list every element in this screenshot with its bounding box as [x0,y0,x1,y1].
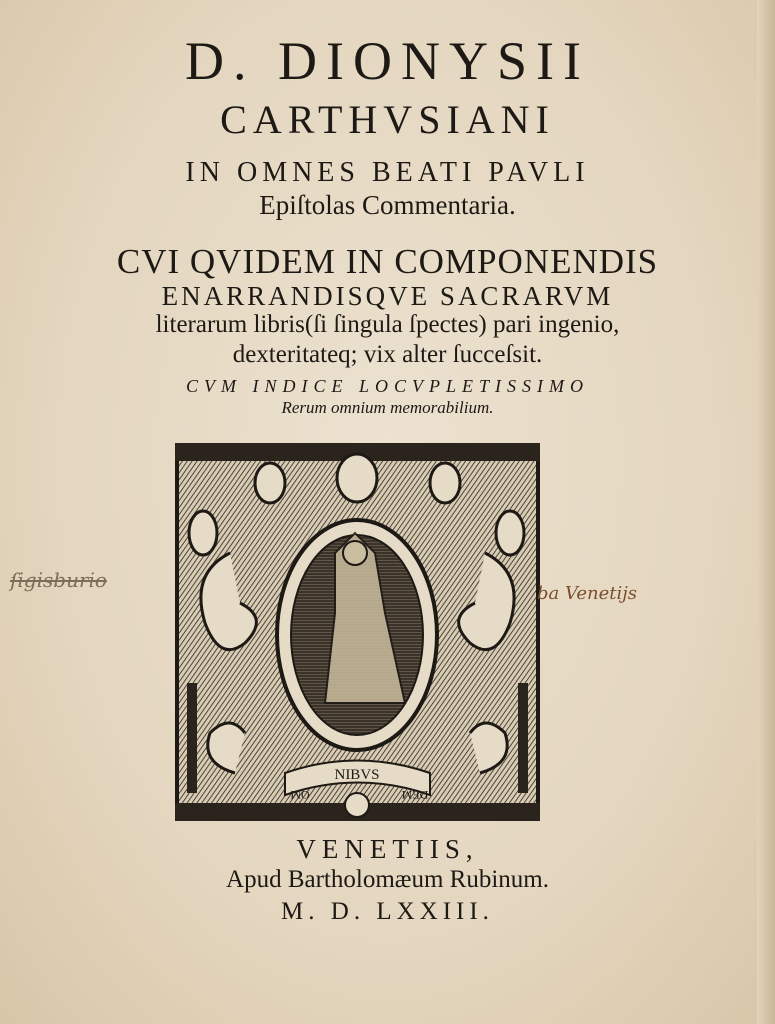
handwritten-annotation: ba Venetijs [537,583,638,604]
index-line-1: CVM INDICE LOCVPLETISSIMO [186,376,589,396]
index-line-2: Rerum omnium memorabilium. [281,398,494,417]
subtitle-line-4: dexteritateq; vix alter ſucceſsit. [232,341,543,368]
imprint-place: VENETIIS, [296,834,479,864]
imprint-printer: Apud Bartholomæum Rubinum. [226,866,549,893]
woodcut-printer-device [175,443,540,821]
author-line-1: D. DIONYSII [185,31,590,91]
woodcut-banner-center: NIBVS [334,767,380,783]
subtitle-line-2: ENARRANDISQVE SACRARVM [161,281,614,311]
woodcut-banner-left: OM [290,788,310,802]
author-line-2: CARTHVSIANI [220,97,555,142]
title-line-2: Epiſtolas Commentaria. [259,190,516,220]
imprint-year: M. D. LXXIII. [281,898,494,925]
title-line-1: IN OMNES BEATI PAVLI [185,157,590,188]
woodcut-banner-right: DEM [401,788,429,802]
handwritten-annotation-struck: ſigisburio [10,568,107,592]
subtitle-line-1: CVI QVIDEM IN COMPONENDIS [116,242,659,281]
subtitle-line-3: literarum libris(ſi ſingula ſpectes) pari ingenio, [155,311,620,338]
